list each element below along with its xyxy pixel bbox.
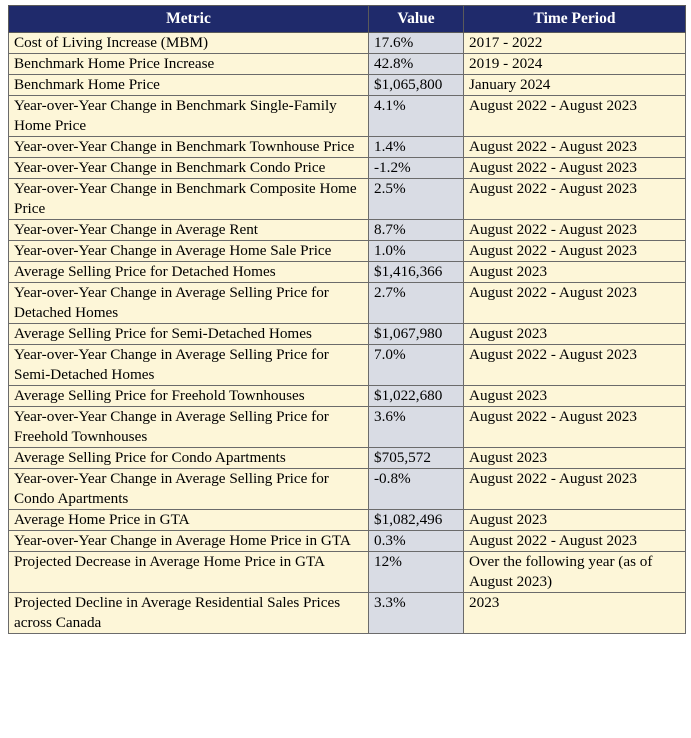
- table-row: [9, 407, 686, 448]
- header-value: Value: [369, 6, 464, 33]
- table-row: [9, 158, 686, 179]
- value-cell: 1.0%: [369, 241, 464, 262]
- metric-cell: Year-over-Year Change in Benchmark Composite Home Price: [9, 179, 369, 220]
- time-period-cell: August 2022 - August 2023: [464, 96, 686, 137]
- table-row: [9, 241, 686, 262]
- value-cell: 42.8%: [369, 54, 464, 75]
- value-cell: -1.2%: [369, 158, 464, 179]
- metric-cell: Year-over-Year Change in Average Home Price in GTA: [9, 531, 369, 552]
- time-period-cell: 2019 - 2024: [464, 54, 686, 75]
- table-row: [9, 552, 686, 593]
- table-row: [9, 179, 686, 220]
- table-row: [9, 283, 686, 324]
- time-period-cell: August 2022 - August 2023: [464, 137, 686, 158]
- table-row: [9, 324, 686, 345]
- table-row: [9, 75, 686, 96]
- value-cell: 17.6%: [369, 33, 464, 54]
- table-row: [9, 469, 686, 510]
- table-row: [9, 262, 686, 283]
- header-row: [9, 6, 686, 33]
- header-metric: Metric: [9, 6, 369, 33]
- time-period-cell: August 2023: [464, 510, 686, 531]
- time-period-cell: August 2022 - August 2023: [464, 158, 686, 179]
- metric-cell: Year-over-Year Change in Benchmark Single-Family Home Price: [9, 96, 369, 137]
- time-period-cell: August 2023: [464, 386, 686, 407]
- metric-cell: Year-over-Year Change in Average Selling Price for Condo Apartments: [9, 469, 369, 510]
- time-period-cell: Over the following year (as of August 2023): [464, 552, 686, 593]
- table-row: [9, 33, 686, 54]
- time-period-cell: August 2022 - August 2023: [464, 283, 686, 324]
- time-period-cell: August 2022 - August 2023: [464, 241, 686, 262]
- value-cell: $1,022,680: [369, 386, 464, 407]
- value-cell: 7.0%: [369, 345, 464, 386]
- metric-cell: Year-over-Year Change in Average Selling Price for Detached Homes: [9, 283, 369, 324]
- time-period-cell: August 2023: [464, 262, 686, 283]
- value-cell: $1,082,496: [369, 510, 464, 531]
- value-cell: $1,416,366: [369, 262, 464, 283]
- value-cell: 3.3%: [369, 593, 464, 634]
- metric-cell: Year-over-Year Change in Average Selling Price for Semi-Detached Homes: [9, 345, 369, 386]
- metric-cell: Average Home Price in GTA: [9, 510, 369, 531]
- value-cell: 0.3%: [369, 531, 464, 552]
- table-row: [9, 593, 686, 634]
- time-period-cell: August 2023: [464, 448, 686, 469]
- table-row: [9, 54, 686, 75]
- table-row: [9, 531, 686, 552]
- metric-cell: Benchmark Home Price Increase: [9, 54, 369, 75]
- time-period-cell: August 2022 - August 2023: [464, 179, 686, 220]
- value-cell: 12%: [369, 552, 464, 593]
- table-row: [9, 510, 686, 531]
- value-cell: 2.5%: [369, 179, 464, 220]
- table-row: [9, 345, 686, 386]
- table-row: [9, 448, 686, 469]
- time-period-cell: August 2022 - August 2023: [464, 345, 686, 386]
- time-period-cell: August 2022 - August 2023: [464, 220, 686, 241]
- time-period-cell: August 2022 - August 2023: [464, 469, 686, 510]
- metric-cell: Projected Decrease in Average Home Price in GTA: [9, 552, 369, 593]
- metrics-table: [8, 5, 686, 634]
- value-cell: 8.7%: [369, 220, 464, 241]
- time-period-cell: August 2022 - August 2023: [464, 531, 686, 552]
- metric-cell: Benchmark Home Price: [9, 75, 369, 96]
- time-period-cell: 2017 - 2022: [464, 33, 686, 54]
- value-cell: $705,572: [369, 448, 464, 469]
- time-period-cell: January 2024: [464, 75, 686, 96]
- value-cell: $1,065,800: [369, 75, 464, 96]
- time-period-cell: August 2022 - August 2023: [464, 407, 686, 448]
- value-cell: 3.6%: [369, 407, 464, 448]
- metric-cell: Year-over-Year Change in Average Home Sale Price: [9, 241, 369, 262]
- value-cell: -0.8%: [369, 469, 464, 510]
- metric-cell: Projected Decline in Average Residential Sales Prices across Canada: [9, 593, 369, 634]
- time-period-cell: 2023: [464, 593, 686, 634]
- header-time-period: Time Period: [464, 6, 686, 33]
- metric-cell: Average Selling Price for Semi-Detached Homes: [9, 324, 369, 345]
- metric-cell: Year-over-Year Change in Average Selling Price for Freehold Townhouses: [9, 407, 369, 448]
- metric-cell: Cost of Living Increase (MBM): [9, 33, 369, 54]
- table-row: [9, 137, 686, 158]
- value-cell: 4.1%: [369, 96, 464, 137]
- time-period-cell: August 2023: [464, 324, 686, 345]
- metric-cell: Year-over-Year Change in Benchmark Condo Price: [9, 158, 369, 179]
- metric-cell: Average Selling Price for Detached Homes: [9, 262, 369, 283]
- value-cell: $1,067,980: [369, 324, 464, 345]
- table-row: [9, 386, 686, 407]
- metric-cell: Average Selling Price for Freehold Townhouses: [9, 386, 369, 407]
- table-row: [9, 220, 686, 241]
- metric-cell: Year-over-Year Change in Benchmark Townhouse Price: [9, 137, 369, 158]
- table-row: [9, 96, 686, 137]
- metric-cell: Year-over-Year Change in Average Rent: [9, 220, 369, 241]
- value-cell: 2.7%: [369, 283, 464, 324]
- value-cell: 1.4%: [369, 137, 464, 158]
- metric-cell: Average Selling Price for Condo Apartments: [9, 448, 369, 469]
